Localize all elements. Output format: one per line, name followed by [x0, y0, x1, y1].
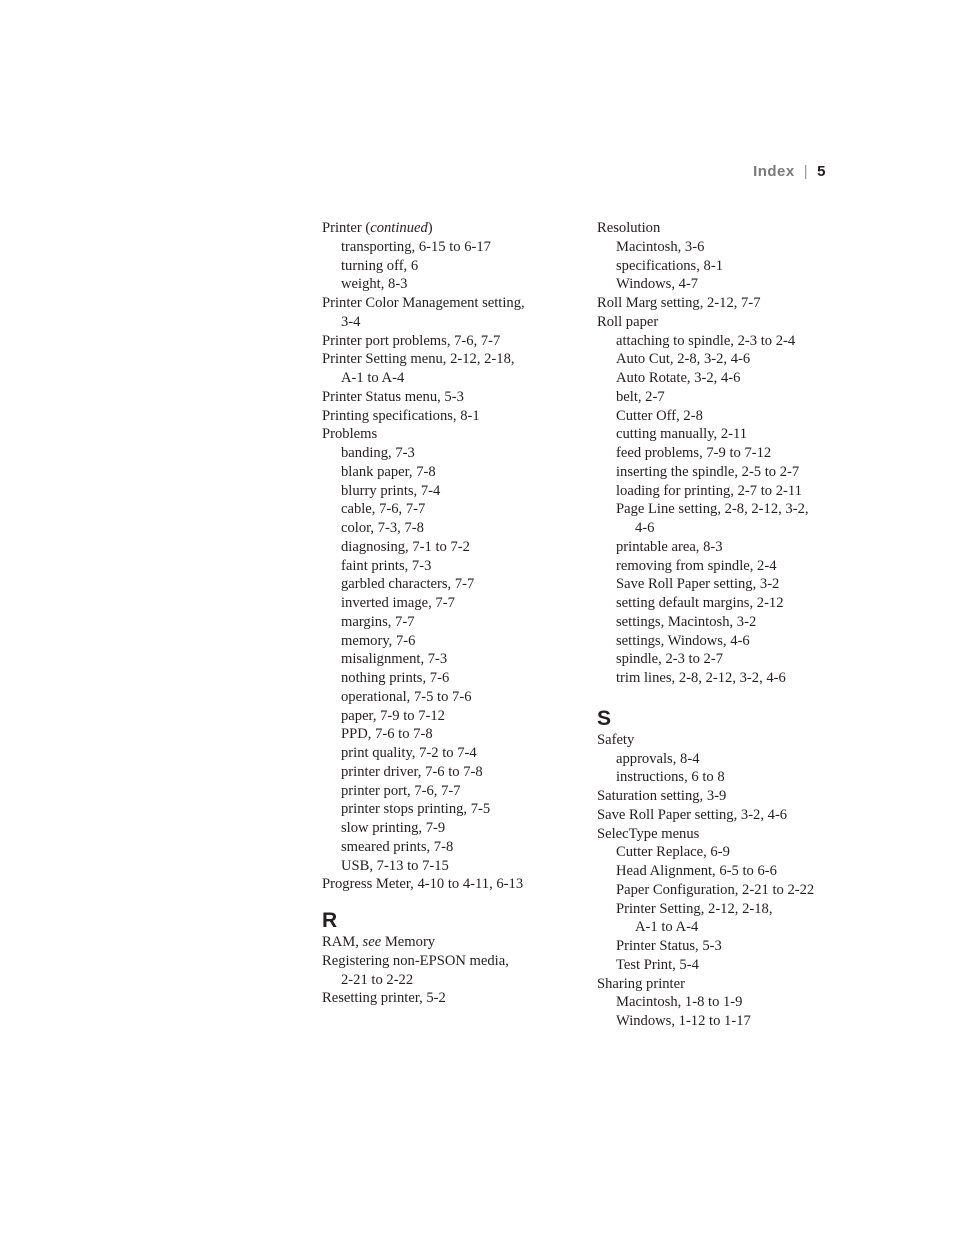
- index-subentry: turning off, 6: [341, 257, 419, 274]
- index-subentry: setting default margins, 2-12: [616, 595, 784, 611]
- index-entry: Printer port problems, 7-6, 7-7: [322, 332, 501, 349]
- index-subentry: misalignment, 7-3: [341, 651, 448, 668]
- index-subentry: trim lines, 2-8, 2-12, 3-2, 4-6: [616, 670, 786, 686]
- index-entry: Registering non-EPSON media,: [322, 952, 509, 969]
- index-entry-sharing: Sharing printer: [597, 975, 685, 992]
- index-entry: Printing specifications, 8-1: [322, 407, 480, 424]
- index-subentry: approvals, 8-4: [616, 750, 700, 767]
- index-entry-problems: Problems: [322, 426, 378, 443]
- index-subentry: margins, 7-7: [341, 613, 415, 630]
- index-subentry: Cutter Replace, 6-9: [616, 844, 730, 861]
- index-entry: Save Roll Paper setting, 3-2, 4-6: [597, 806, 788, 823]
- index-subentry: printable area, 8-3: [616, 538, 723, 555]
- index-subentry: blurry prints, 7-4: [341, 482, 441, 499]
- index-subentry: transporting, 6-15 to 6-17: [341, 238, 491, 255]
- index-subentry: feed problems, 7-9 to 7-12: [616, 445, 772, 461]
- index-subentry: operational, 7-5 to 7-6: [341, 688, 472, 705]
- index-entry-continuation: 3-4: [341, 313, 361, 330]
- index-entry: Printer Status menu, 5-3: [322, 388, 464, 405]
- index-subentry: Macintosh, 1-8 to 1-9: [616, 994, 743, 1011]
- index-subentry: nothing prints, 7-6: [341, 670, 450, 686]
- index-subentry: Save Roll Paper setting, 3-2: [616, 576, 780, 593]
- index-subentry: settings, Macintosh, 3-2: [616, 613, 757, 630]
- index-entry-continuation: A-1 to A-4: [341, 370, 405, 386]
- index-subentry: attaching to spindle, 2-3 to 2-4: [616, 332, 796, 349]
- index-subentry: slow printing, 7-9: [341, 820, 446, 836]
- index-subentry-continuation: A-1 to A-4: [635, 919, 699, 936]
- index-entry-ram: RAM, see Memory: [322, 934, 436, 950]
- index-subentry: Test Print, 5-4: [616, 956, 699, 973]
- index-subentry: faint prints, 7-3: [341, 557, 432, 574]
- index-subentry: instructions, 6 to 8: [616, 769, 725, 786]
- index-subentry: inserting the spindle, 2-5 to 2-7: [616, 463, 800, 480]
- index-subentry: specifications, 8-1: [616, 257, 723, 274]
- section-letter-r: R: [322, 909, 338, 932]
- index-subentry: printer stops printing, 7-5: [341, 801, 491, 818]
- section-letter-s: S: [597, 706, 612, 730]
- index-column-right: [597, 219, 837, 1031]
- index-subentry: weight, 8-3: [341, 276, 408, 293]
- index-subentry: garbled characters, 7-7: [341, 576, 475, 593]
- index-subentry: Windows, 4-7: [616, 276, 699, 293]
- index-subentry: Paper Configuration, 2-21 to 2-22: [616, 881, 815, 898]
- index-subentry: Cutter Off, 2-8: [616, 407, 703, 424]
- index-subentry: USB, 7-13 to 7-15: [341, 857, 449, 874]
- page-number: 5: [817, 163, 826, 180]
- index-subentry: inverted image, 7-7: [341, 595, 455, 611]
- index-subentry: Page Line setting, 2-8, 2-12, 3-2,: [616, 501, 809, 518]
- index-column-left: [322, 219, 572, 1008]
- index-subentry: print quality, 7-2 to 7-4: [341, 745, 477, 761]
- index-subentry: cutting manually, 2-11: [616, 426, 748, 443]
- index-subentry: spindle, 2-3 to 2-7: [616, 651, 724, 668]
- index-entry-selectype: SelecType menus: [597, 825, 700, 842]
- index-subentry: paper, 7-9 to 7-12: [341, 707, 445, 724]
- running-header: [753, 163, 826, 180]
- index-entry: Saturation setting, 3-9: [597, 788, 727, 804]
- header-title: Index: [753, 163, 795, 180]
- index-entry: Printer Color Management setting,: [322, 295, 525, 311]
- index-subentry: color, 7-3, 7-8: [341, 520, 424, 536]
- header-separator: |: [803, 163, 809, 180]
- index-subentry: loading for printing, 2-7 to 2-11: [616, 482, 802, 499]
- index-entry: Roll Marg setting, 2-12, 7-7: [597, 295, 761, 311]
- index-subentry: banding, 7-3: [341, 445, 415, 461]
- index-entry: Resetting printer, 5-2: [322, 990, 446, 1007]
- index-subentry: Head Alignment, 6-5 to 6-6: [616, 863, 777, 879]
- index-entry-resolution: Resolution: [597, 220, 661, 236]
- index-subentry: printer port, 7-6, 7-7: [341, 782, 461, 799]
- index-subentry: settings, Windows, 4-6: [616, 632, 750, 649]
- index-subentry-continuation: 4-6: [635, 520, 655, 536]
- index-subentry: PPD, 7-6 to 7-8: [341, 726, 433, 743]
- index-subentry: belt, 2-7: [616, 388, 665, 405]
- index-subentry: removing from spindle, 2-4: [616, 557, 777, 574]
- index-subentry: Windows, 1-12 to 1-17: [616, 1013, 751, 1029]
- index-subentry: Auto Rotate, 3-2, 4-6: [616, 370, 741, 386]
- index-subentry: diagnosing, 7-1 to 7-2: [341, 538, 470, 555]
- index-subentry: printer driver, 7-6 to 7-8: [341, 763, 483, 780]
- index-subentry: Macintosh, 3-6: [616, 238, 705, 255]
- index-entry: Printer Setting menu, 2-12, 2-18,: [322, 351, 515, 368]
- index-entry: Progress Meter, 4-10 to 4-11, 6-13: [322, 876, 524, 893]
- index-entry-safety: Safety: [597, 731, 635, 748]
- index-entry-roll-paper: Roll paper: [597, 313, 659, 330]
- index-subentry: memory, 7-6: [341, 632, 416, 649]
- index-entry-continuation: 2-21 to 2-22: [341, 971, 414, 988]
- index-subentry: Printer Setting, 2-12, 2-18,: [616, 900, 773, 917]
- index-subentry: blank paper, 7-8: [341, 463, 436, 480]
- index-subentry: cable, 7-6, 7-7: [341, 501, 426, 518]
- index-subentry: Printer Status, 5-3: [616, 938, 722, 954]
- index-subentry: smeared prints, 7-8: [341, 838, 454, 855]
- index-subentry: Auto Cut, 2-8, 3-2, 4-6: [616, 351, 751, 368]
- index-entry-printer-continued: Printer (continued): [322, 220, 433, 236]
